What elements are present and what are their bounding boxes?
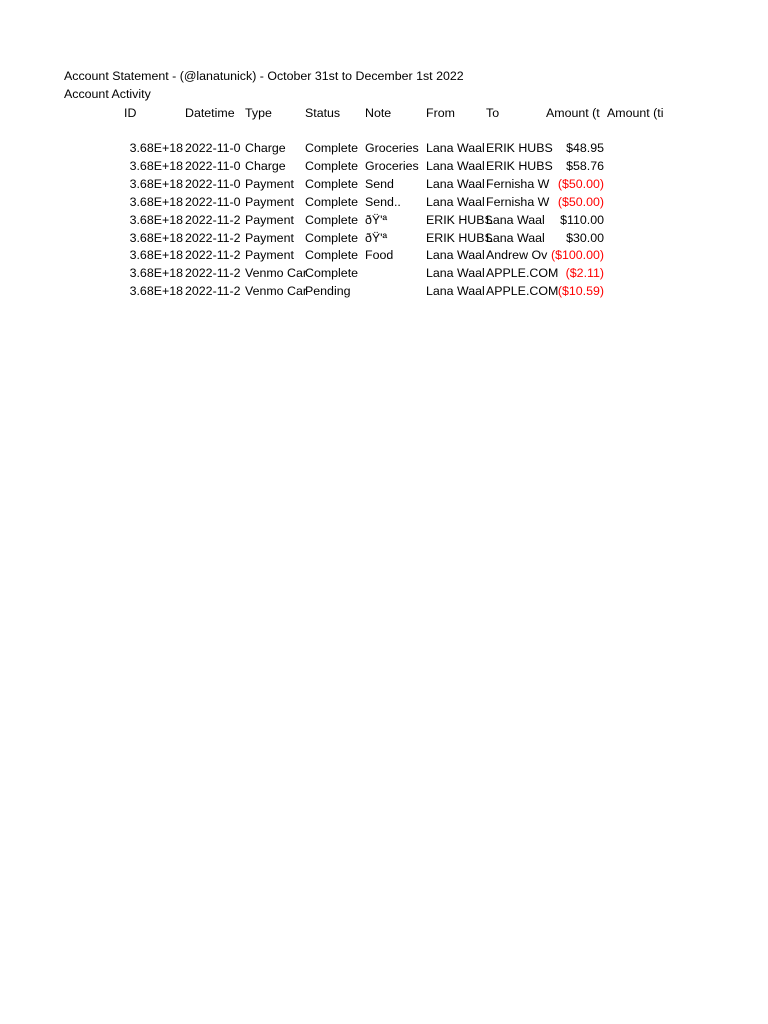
- cell-to: Lana Waal: [486, 212, 545, 227]
- cell-from: Lana Waal: [426, 248, 485, 263]
- cell-amount: $30.00: [566, 230, 604, 245]
- cell-amount: ($50.00): [557, 176, 604, 191]
- cell-note: Groceries: [365, 141, 419, 155]
- cell-datetime: 2022-11-0: [185, 141, 241, 155]
- cell-id: 3.68E+18: [129, 284, 183, 299]
- cell-note: ðŸ'ª: [365, 212, 388, 227]
- cell-note: Food: [365, 248, 394, 263]
- cell-datetime: 2022-11-2: [185, 212, 241, 227]
- cell-note: Send..: [365, 194, 401, 209]
- cell-status: Complete: [305, 158, 359, 173]
- cell-status: Complete: [305, 176, 359, 191]
- cell-type: Payment: [245, 230, 294, 245]
- table-row: [0, 157, 768, 175]
- cell-from: Lana Waal: [426, 158, 485, 173]
- section-title: Account Activity: [64, 87, 151, 101]
- cell-from: ERIK HUBS: [426, 230, 493, 245]
- column-header-datetime: Datetime: [185, 106, 235, 120]
- cell-type: Payment: [245, 194, 294, 209]
- cell-status: Complete: [305, 194, 359, 209]
- cell-amount: $58.76: [566, 158, 604, 173]
- cell-datetime: 2022-11-2: [185, 266, 241, 281]
- column-header-id: ID: [124, 106, 137, 120]
- column-header-amount-total: Amount (t: [546, 106, 600, 120]
- cell-to: Fernisha W: [486, 194, 550, 209]
- cell-from: Lana Waal: [426, 194, 485, 209]
- table-row: [0, 264, 768, 282]
- cell-id: 3.68E+18: [129, 141, 183, 155]
- cell-status: Pending: [305, 284, 351, 299]
- column-header-note: Note: [365, 106, 392, 120]
- table-row: [0, 175, 768, 193]
- cell-status: Complete: [305, 212, 359, 227]
- cell-to: APPLE.COM: [486, 266, 559, 281]
- cell-datetime: 2022-11-0: [185, 176, 241, 191]
- table-row: [0, 246, 768, 264]
- cell-amount: $110.00: [560, 212, 604, 227]
- cell-from: Lana Waal: [426, 176, 485, 191]
- cell-note: [365, 282, 424, 300]
- cell-id: 3.68E+18: [129, 176, 183, 191]
- cell-status: Complete: [305, 141, 359, 155]
- cell-datetime: 2022-11-2: [185, 284, 241, 299]
- cell-from: Lana Waal: [426, 266, 485, 281]
- cell-status: Complete: [305, 248, 359, 263]
- cell-to: ERIK HUBS: [486, 141, 553, 155]
- cell-from: Lana Waal: [426, 141, 485, 155]
- cell-id: 3.68E+18: [129, 248, 183, 263]
- table-row: [0, 282, 768, 300]
- cell-amount: ($2.11): [565, 266, 604, 281]
- cell-datetime: 2022-11-0: [185, 158, 241, 173]
- cell-amount: $48.95: [566, 141, 604, 155]
- cell-id: 3.68E+18: [129, 230, 183, 245]
- column-header-type: Type: [245, 106, 272, 120]
- cell-datetime: 2022-11-0: [185, 194, 241, 209]
- cell-type: Payment: [245, 212, 294, 227]
- column-header-to: To: [486, 106, 500, 120]
- cell-amount: ($10.59): [557, 284, 604, 299]
- column-header-from: From: [426, 106, 455, 120]
- table-header-row: [0, 104, 768, 122]
- cell-to: Lana Waal: [486, 230, 545, 245]
- cell-to: Fernisha W: [486, 176, 550, 191]
- cell-type: Charge: [245, 158, 286, 173]
- cell-id: 3.68E+18: [129, 158, 183, 173]
- cell-amount: ($100.00): [550, 248, 604, 263]
- column-header-status: Status: [305, 106, 341, 120]
- cell-status: Complete: [305, 230, 359, 245]
- cell-status: Complete: [305, 266, 359, 281]
- cell-amount: ($50.00): [557, 194, 604, 209]
- cell-datetime: 2022-11-2: [185, 230, 241, 245]
- cell-note: [365, 264, 424, 282]
- cell-type: Payment: [245, 176, 294, 191]
- cell-id: 3.68E+18: [129, 212, 183, 227]
- cell-note: Send: [365, 176, 394, 191]
- cell-note: Groceries: [365, 158, 419, 173]
- cell-id: 3.68E+18: [129, 194, 183, 209]
- cell-type: Charge: [245, 141, 286, 155]
- table-row: [0, 193, 768, 211]
- cell-id: 3.68E+18: [129, 266, 183, 281]
- column-header-amount-tip: Amount (ti: [607, 106, 664, 120]
- cell-to: ERIK HUBS: [486, 158, 553, 173]
- table-row: [0, 229, 768, 247]
- cell-to: Andrew Ov: [486, 248, 548, 263]
- cell-type: Venmo Car: [245, 266, 307, 281]
- table-row: [0, 139, 768, 157]
- statement-title: Account Statement - (@lanatunick) - October 31st to December 1st 2022: [64, 69, 464, 83]
- cell-to: APPLE.COM: [486, 284, 559, 299]
- cell-from: ERIK HUBS: [426, 212, 493, 227]
- cell-datetime: 2022-11-2: [185, 248, 241, 263]
- table-row: [0, 211, 768, 229]
- cell-type: Venmo Car: [245, 284, 307, 299]
- cell-from: Lana Waal: [426, 284, 485, 299]
- cell-note: ðŸ'ª: [365, 230, 388, 245]
- cell-type: Payment: [245, 248, 294, 263]
